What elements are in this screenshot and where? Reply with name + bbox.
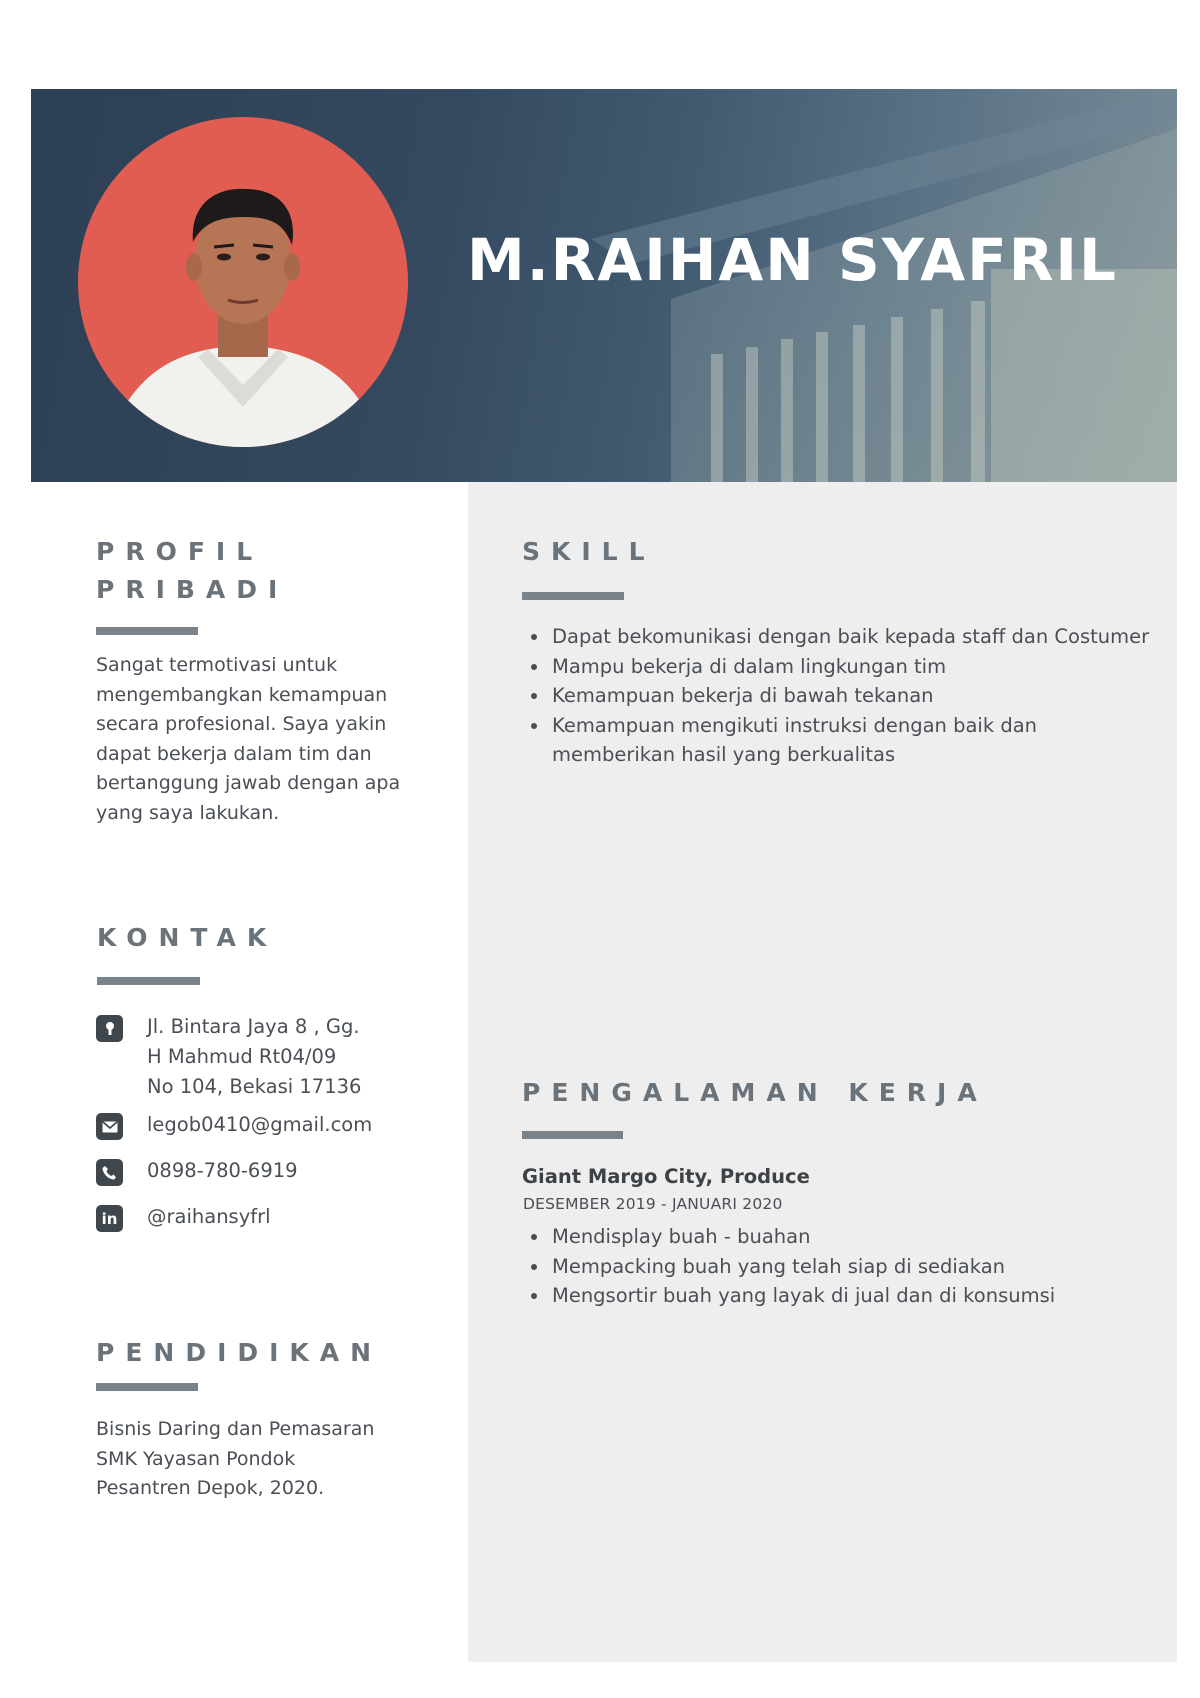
job-title: Giant Margo City, Produce: [522, 1165, 810, 1188]
contact-email[interactable]: [96, 1113, 372, 1140]
phone-text[interactable]: 0898-780-6919: [147, 1159, 298, 1182]
contact-address: [96, 1015, 361, 1102]
email-text[interactable]: legob0410@gmail.com: [147, 1113, 373, 1136]
skill-item: • Kemampuan mengikuti instruksi dengan baik dan memberikan hasil yang berkualitas: [550, 711, 1150, 770]
job-duty-item: • Mengsortir buah yang layak di jual dan di konsumsi: [550, 1281, 1170, 1311]
linkedin-icon: in: [96, 1205, 123, 1232]
address-line1: Jl. Bintara Jaya 8 , Gg.: [147, 1015, 360, 1038]
education-text: [96, 1415, 436, 1504]
job-duty-item: • Mendisplay buah - buahan: [550, 1222, 1170, 1252]
job-duties-list: [522, 1222, 1170, 1311]
profile-photo: [78, 117, 408, 447]
education-heading: PENDIDIKAN: [96, 1338, 383, 1367]
profile-heading-line2: PRIBADI: [96, 575, 289, 604]
contact-divider: [97, 977, 200, 985]
profile-heading: [96, 533, 288, 609]
phone-icon: [96, 1159, 123, 1186]
education-line2: SMK Yayasan Pondok: [96, 1447, 296, 1470]
experience-divider: [522, 1131, 623, 1139]
skill-item: • Mampu bekerja di dalam lingkungan tim: [550, 652, 1150, 682]
skill-item: • Kemampuan bekerja di bawah tekanan: [550, 681, 1150, 711]
education-line1: Bisnis Daring dan Pemasaran: [96, 1418, 375, 1440]
job-date: DESEMBER 2019 - JANUARI 2020: [523, 1195, 783, 1213]
job-duty-item: • Mempacking buah yang telah siap di sediakan: [550, 1252, 1170, 1282]
profile-text: Sangat termotivasi untuk mengembangkan kemampuan secara profesional. Saya yakin dapat bekerja dalam tim dan bertanggung jawab dengan apa yang saya lakukan.: [96, 654, 401, 824]
contact-phone[interactable]: [96, 1159, 298, 1186]
education-divider: [96, 1383, 198, 1391]
location-icon: [96, 1015, 123, 1042]
profile-heading-line1: PROFIL: [96, 537, 264, 566]
contact-linkedin[interactable]: [96, 1205, 271, 1232]
contact-heading: KONTAK: [97, 923, 278, 952]
skill-list: [522, 622, 1150, 770]
address-line3: No 104, Bekasi 17136: [147, 1075, 362, 1098]
address-line2: H Mahmud Rt04/09: [147, 1045, 337, 1068]
email-icon: [96, 1113, 123, 1140]
skill-heading: SKILL: [522, 537, 656, 566]
skill-item: • Dapat bekomunikasi dengan baik kepada staff dan Costumer: [550, 622, 1150, 652]
experience-heading: PENGALAMAN KERJA: [522, 1078, 988, 1107]
linkedin-text[interactable]: @raihansyfrl: [147, 1205, 271, 1228]
profile-divider: [96, 627, 198, 635]
resume-name: M.RAIHAN SYAFRIL: [467, 226, 1118, 294]
skill-divider: [522, 592, 624, 600]
education-line3: Pesantren Depok, 2020.: [96, 1477, 325, 1499]
